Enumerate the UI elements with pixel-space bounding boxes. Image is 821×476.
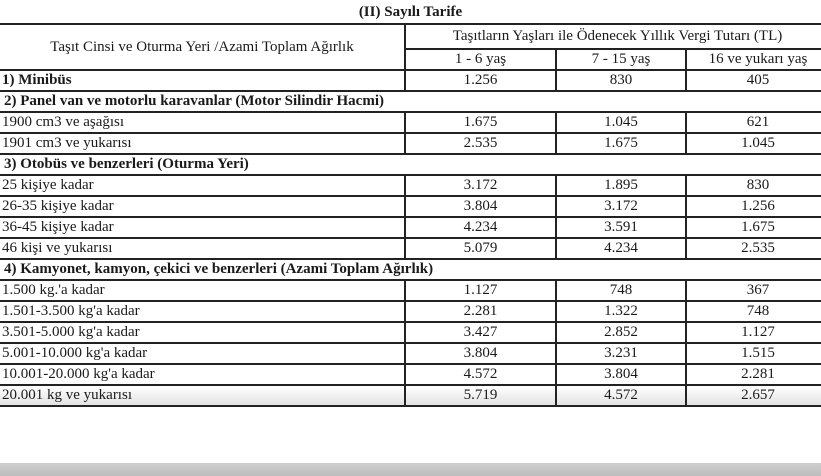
- table-row: [0, 196, 821, 217]
- row-label: 26-35 kişiye kadar: [0, 196, 405, 217]
- value-cell: 2.535: [686, 238, 821, 259]
- table-row: [0, 175, 821, 196]
- row-label: 10.001-20.000 kg'a kadar: [0, 364, 405, 385]
- table-row: [0, 280, 821, 301]
- column-header-age-1-6: 1 - 6 yaş: [405, 49, 556, 70]
- value-cell: 2.281: [686, 364, 821, 385]
- table-row: [0, 385, 821, 406]
- value-cell: 5.079: [405, 238, 556, 259]
- row-label: 46 kişi ve yukarısı: [0, 238, 405, 259]
- value-cell: 1.127: [405, 280, 556, 301]
- value-cell: 748: [556, 280, 686, 301]
- table-row: [0, 70, 821, 91]
- table-title: (II) Sayılı Tarife: [358, 4, 463, 20]
- value-cell: 3.231: [556, 343, 686, 364]
- value-cell: 748: [686, 301, 821, 322]
- tax-tariff-table: [0, 23, 821, 407]
- value-cell: 367: [686, 280, 821, 301]
- row-label: 25 kişiye kadar: [0, 175, 405, 196]
- table-row: [0, 112, 821, 133]
- column-header-age-16-plus: 16 ve yukarı yaş: [686, 49, 821, 70]
- value-cell: 2.281: [405, 301, 556, 322]
- value-cell: 1.675: [556, 133, 686, 154]
- value-cell: 4.572: [405, 364, 556, 385]
- value-cell: 1.895: [556, 175, 686, 196]
- row-label: 36-45 kişiye kadar: [0, 217, 405, 238]
- table-row: [0, 133, 821, 154]
- value-cell: 1.515: [686, 343, 821, 364]
- value-cell: 2.535: [405, 133, 556, 154]
- value-cell: 4.234: [405, 217, 556, 238]
- section-header-row: [0, 154, 821, 175]
- bottom-shadow-bar: [0, 463, 821, 476]
- table-row: [0, 238, 821, 259]
- value-cell: 4.572: [556, 385, 686, 406]
- value-cell: 3.804: [405, 196, 556, 217]
- group-header-annual-tax: Taşıtların Yaşları ile Ödenecek Yıllık Vergi Tutarı (TL): [405, 24, 821, 49]
- row-label: 20.001 kg ve yukarısı: [0, 385, 405, 406]
- section-label: 4) Kamyonet, kamyon, çekici ve benzerleri (Azami Toplam Ağırlık): [0, 259, 821, 280]
- row-label: 1.501-3.500 kg'a kadar: [0, 301, 405, 322]
- value-cell: 1.322: [556, 301, 686, 322]
- section-header-row: [0, 91, 821, 112]
- row-label: 1.500 kg.'a kadar: [0, 280, 405, 301]
- row-label: 5.001-10.000 kg'a kadar: [0, 343, 405, 364]
- value-cell: 2.852: [556, 322, 686, 343]
- value-cell: 3.591: [556, 217, 686, 238]
- value-cell: 1.675: [686, 217, 821, 238]
- value-cell: 3.804: [556, 364, 686, 385]
- row-label: 1901 cm3 ve yukarısı: [0, 133, 405, 154]
- table-row: [0, 364, 821, 385]
- value-cell: 3.172: [405, 175, 556, 196]
- table-row: [0, 301, 821, 322]
- row-label: 3.501-5.000 kg'a kadar: [0, 322, 405, 343]
- value-cell: 4.234: [556, 238, 686, 259]
- table-row: [0, 322, 821, 343]
- section-header-row: [0, 259, 821, 280]
- value-cell: 3.804: [405, 343, 556, 364]
- value-cell: 1.256: [405, 70, 556, 91]
- section-label: 3) Otobüs ve benzerleri (Oturma Yeri): [0, 154, 821, 175]
- section-label: 2) Panel van ve motorlu karavanlar (Motor Silindir Hacmi): [0, 91, 821, 112]
- table-row: [0, 343, 821, 364]
- row-header-vehicle-type: Taşıt Cinsi ve Oturma Yeri /Azami Toplam Ağırlık: [0, 24, 405, 70]
- value-cell: 830: [686, 175, 821, 196]
- section-label: 1) Minibüs: [0, 70, 405, 91]
- value-cell: 3.172: [556, 196, 686, 217]
- value-cell: 1.045: [556, 112, 686, 133]
- value-cell: 2.657: [686, 385, 821, 406]
- value-cell: 1.127: [686, 322, 821, 343]
- table-row: [0, 217, 821, 238]
- value-cell: 5.719: [405, 385, 556, 406]
- value-cell: 1.675: [405, 112, 556, 133]
- value-cell: 1.045: [686, 133, 821, 154]
- value-cell: 830: [556, 70, 686, 91]
- value-cell: 621: [686, 112, 821, 133]
- column-header-age-7-15: 7 - 15 yaş: [556, 49, 686, 70]
- value-cell: 1.256: [686, 196, 821, 217]
- row-label: 1900 cm3 ve aşağısı: [0, 112, 405, 133]
- value-cell: 3.427: [405, 322, 556, 343]
- value-cell: 405: [686, 70, 821, 91]
